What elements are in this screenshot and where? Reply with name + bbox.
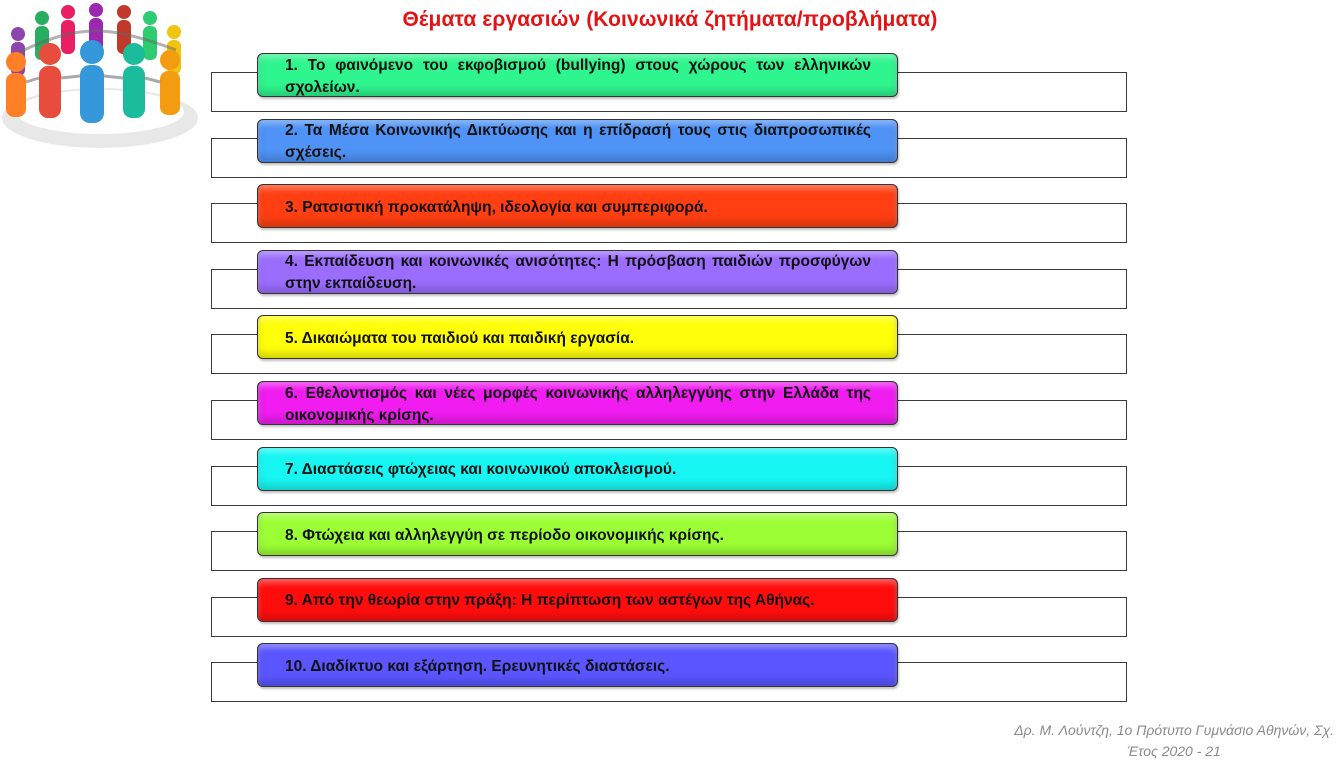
topic-row (211, 315, 1127, 378)
topic-label: 10. Διαδίκτυο και εξάρτηση. Ερευνητικές διαστάσεις. (285, 657, 670, 675)
topic-label: 3. Ρατσιστική προκατάληψη, ιδεολογία και συμπεριφορά. (285, 198, 708, 216)
people-circle-image (0, 0, 200, 152)
footer-credit (954, 720, 1334, 762)
topic-item (257, 447, 898, 491)
topic-row (211, 447, 1127, 510)
topic-item (257, 578, 898, 622)
footer-year: Έτος 2020 - 21 (1127, 743, 1221, 759)
topic-label: 2. Τα Μέσα Κοινωνικής Δικτύωσης και η επίδρασή τους στις διαπροσωπικές σχέσεις. (285, 122, 871, 162)
topic-item (257, 250, 898, 294)
topic-row (211, 512, 1127, 575)
topic-item (257, 184, 898, 228)
topic-row (211, 578, 1127, 641)
topic-label: 1. Το φαινόμενο του εκφοβισμού (bullying) στους χώρους των ελληνικών σχολείων. (285, 56, 871, 96)
topic-label: 5. Δικαιώματα του παιδιού και παιδική εργασία. (285, 329, 635, 347)
topic-row (211, 250, 1127, 313)
topic-item (257, 381, 898, 425)
topic-label: 4. Εκπαίδευση και κοινωνικές ανισότητες: Η πρόσβαση παιδιών προσφύγων στην εκπαίδευση. (285, 253, 871, 293)
topic-item (257, 53, 898, 97)
topic-label: 6. Εθελοντισμός και νέες μορφές κοινωνικής αλληλεγγύης στην Ελλάδα της οικονομικής κρίσης. (285, 384, 871, 424)
topic-label: 9. Από την θεωρία στην πράξη: Η περίπτωση των αστέγων της Αθήνας. (285, 592, 815, 610)
topic-row (211, 643, 1127, 706)
topic-row (211, 184, 1127, 247)
topic-item (257, 119, 898, 163)
topic-row (211, 381, 1127, 444)
page-title: Θέματα εργασιών (Κοινωνικά ζητήματα/προβλήματα) (402, 8, 938, 31)
topic-item (257, 643, 898, 687)
topic-label: 7. Διαστάσεις φτώχειας και κοινωνικού αποκλεισμού. (285, 461, 677, 479)
topic-item (257, 315, 898, 359)
topic-item (257, 512, 898, 556)
topic-label: 8. Φτώχεια και αλληλεγγύη σε περίοδο οικονομικής κρίσης. (285, 526, 724, 544)
topic-row (211, 53, 1127, 116)
footer-author: Δρ. Μ. Λούντζη, 1ο Πρότυπο Γυμνάσιο Αθηνών, Σχ. (1014, 722, 1334, 738)
topic-row (211, 119, 1127, 182)
